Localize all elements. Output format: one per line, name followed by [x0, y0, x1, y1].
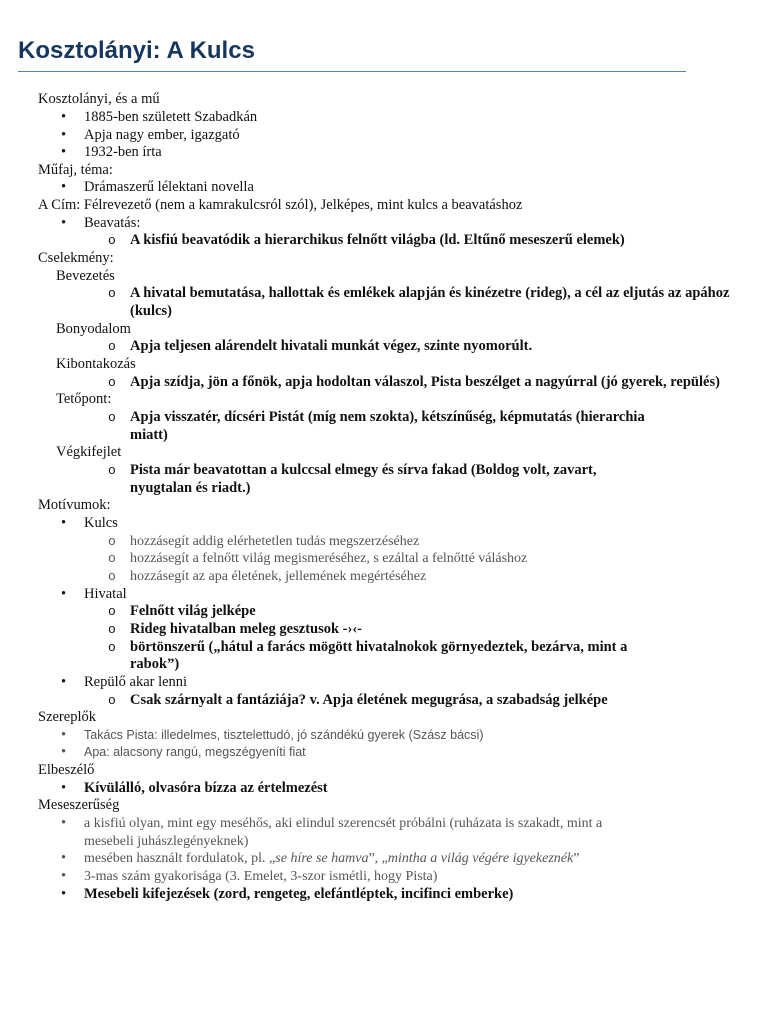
- plot-stage-label-introduction: Bevezetés: [56, 267, 115, 284]
- plot-stage-item-development: o Apja szídja, jön a főnök, apja hodoltan válaszol, Pista beszélget a nagyúrral (jó gyerek, repülés): [0, 374, 768, 392]
- plot-stage-item-introduction: [0, 285, 768, 320]
- plot-stage-label-development: Kibontakozás: [56, 356, 136, 373]
- character-item-father: • Apa: alacsony rangú, megszégyeníti fiat: [0, 744, 768, 762]
- item-line: • a kisfiú olyan, mint egy meséhős, aki elindul szerencsét próbálni (ruházata is szakadt, mint a: [84, 816, 603, 832]
- section-heading-title-meaning: A Cím: Félrevezető (nem a kamrakulcsról szól), Jelképes, mint kulcs a beavatáshoz: [38, 197, 523, 214]
- motif-label-office: • Hivatal: [0, 586, 768, 604]
- item-line: o Apja visszatér, dícséri Pistát (míg nem szokta), kétszínűség, képmutatás (hierarchia: [130, 409, 645, 425]
- bullet-item-initiation: • Beavatás:: [0, 215, 768, 233]
- text-segment: mesében használt fordulatok, pl. „: [84, 851, 276, 867]
- fairytale-item-number-three: • 3-mas szám gyakorisága (3. Emelet, 3-szor ismétli, hogy Pista): [0, 868, 768, 886]
- motif-sub-item: o hozzásegít az apa életének, jellemének megértéséhez: [0, 568, 768, 586]
- section-heading-plot: Cselekmény:: [38, 250, 114, 267]
- fairytale-item-phrases: [0, 850, 768, 868]
- fairytale-item-hero: [0, 815, 768, 850]
- document-body: [0, 91, 768, 903]
- motif-sub-item: [0, 639, 768, 674]
- motif-sub-item: o Rideg hivatalban meleg gesztusok -›‹-: [0, 621, 768, 639]
- motif-sub-item: o Felnőtt világ jelképe: [0, 603, 768, 621]
- character-item-pista: • Takács Pista: illedelmes, tisztelettudó, jó szándékú gyerek (Szász bácsi): [0, 727, 768, 745]
- text-segment: ”, „: [368, 851, 388, 867]
- document-title: Kosztolányi: A Kulcs: [18, 37, 255, 64]
- item-line: o börtönszerű („hátul a farács mögött hivatalnokok görnyedeztek, bezárva, mint a: [130, 638, 628, 655]
- plot-stage-item-climax: [0, 409, 768, 444]
- item-line: nyugtalan és riadt.): [130, 479, 251, 496]
- section-heading-author-work: Kosztolányi, és a mű: [38, 91, 160, 108]
- bullet-item-written: • 1932-ben írta: [0, 144, 768, 162]
- bullet-item-birth: • 1885-ben született Szabadkán: [0, 109, 768, 127]
- plot-stage-item-complication: o Apja teljesen alárendelt hivatali munkát végez, szinte nyomorúlt.: [0, 338, 768, 356]
- item-line: mesebeli juhászlegényeknek): [84, 833, 249, 849]
- bullet-item-genre: • Drámaszerű lélektani novella: [0, 179, 768, 197]
- section-heading-characters: Szereplők: [38, 709, 96, 726]
- section-heading-motifs: Motívumok:: [38, 497, 111, 514]
- plot-stage-item-resolution: [0, 462, 768, 497]
- plot-stage-label-complication: Bonyodalom: [56, 320, 131, 337]
- sub-item-initiation: o A kisfiú beavatódik a hierarchikus felnőtt világba (ld. Eltűnő meseszerű elemek): [0, 232, 768, 250]
- motif-label-key: • Kulcs: [0, 515, 768, 533]
- text-segment: ”: [573, 851, 580, 867]
- section-heading-genre: Műfaj, téma:: [38, 161, 113, 178]
- quoted-phrase: mintha a világ végére igyekeznék: [387, 851, 574, 867]
- motif-sub-item: o hozzásegít a felnőtt világ megismeréséhez, s ezáltal a felnőtté váláshoz: [0, 550, 768, 568]
- item-line: miatt): [130, 426, 168, 443]
- motif-sub-item: o hozzásegít addig elérhetetlen tudás megszerzéséhez: [0, 533, 768, 551]
- fairytale-item-expressions: • Mesebeli kifejezések (zord, rengeteg, elefántléptek, incifinci emberke): [0, 886, 768, 904]
- quoted-phrase: se híre se hamva: [275, 851, 369, 867]
- title-underline-rule: [18, 71, 686, 72]
- item-line: rabok”): [130, 656, 180, 673]
- plot-stage-label-resolution: Végkifejlet: [56, 444, 122, 461]
- section-heading-fairytale: Meseszerűség: [38, 797, 120, 814]
- item-line: o Pista már beavatottan a kulccsal elmegy és sírva fakad (Boldog volt, zavart,: [130, 461, 597, 478]
- item-line: (kulcs): [130, 303, 172, 320]
- plot-stage-label-climax: Tetőpont:: [56, 391, 112, 408]
- motif-sub-item: o Csak szárnyalt a fantáziája? v. Apja életének megugrása, a szabadság jelképe: [0, 692, 768, 710]
- item-line: o A hivatal bemutatása, hallottak és emlékek alapján és kinézetre (rideg), a cél az eljutás az apához: [130, 285, 730, 302]
- bullet-item-father: • Apja nagy ember, igazgató: [0, 127, 768, 145]
- section-heading-narrator: Elbeszélő: [38, 762, 95, 779]
- motif-label-flying: • Repülő akar lenni: [0, 674, 768, 692]
- narrator-item: • Kívülálló, olvasóra bízza az értelmezést: [0, 780, 768, 798]
